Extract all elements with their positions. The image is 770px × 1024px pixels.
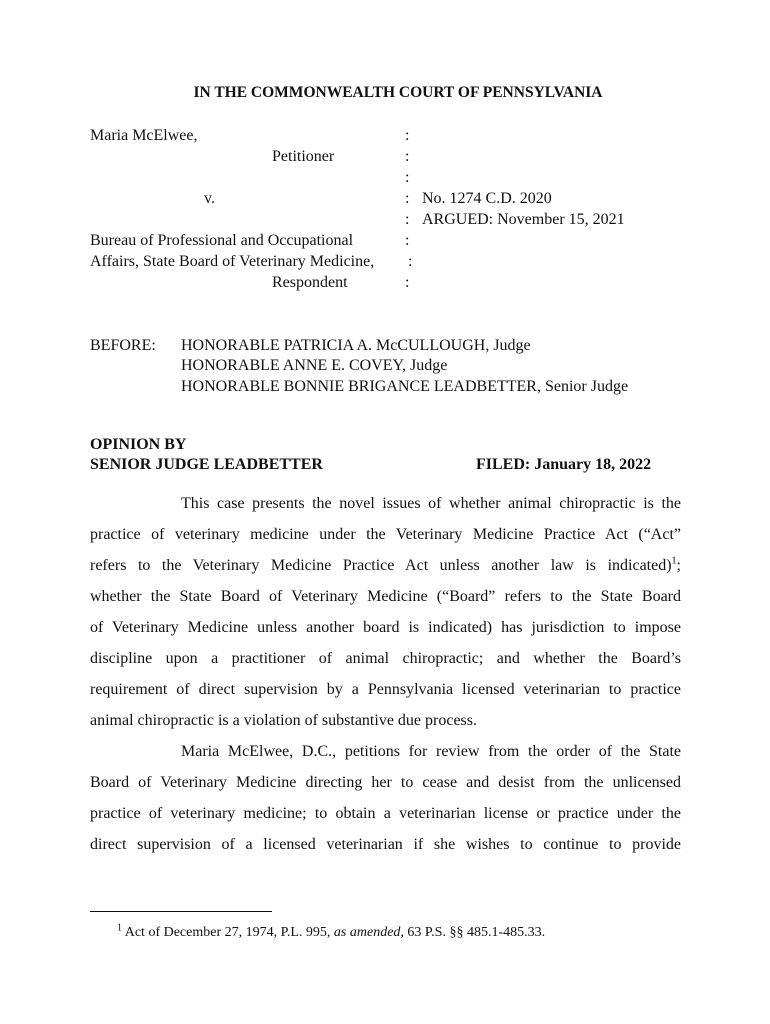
versus: v.	[204, 190, 215, 207]
opinion-label: OPINION BY	[90, 436, 187, 453]
opinion-author: SENIOR JUDGE LEADBETTER	[90, 456, 323, 473]
body-line-text: refers to the Veterinary Medicine Practice Act unless another law is indicated)	[90, 557, 672, 574]
petitioner-name: Maria McElwee,	[90, 127, 198, 144]
caption-colon: :	[405, 148, 410, 165]
body-line: practice of veterinary medicine; to obtain a veterinarian license or practice under the	[90, 805, 681, 822]
body-line: direct supervision of a licensed veterinarian if she wishes to continue to provide	[90, 836, 681, 853]
respondent-role: Respondent	[272, 274, 348, 291]
body-line: whether the State Board of Veterinary Medicine (“Board” refers to the State Board	[90, 588, 681, 605]
argued-date: ARGUED: November 15, 2021	[422, 211, 625, 228]
respondent-line-2: Affairs, State Board of Veterinary Medicine,	[90, 253, 375, 270]
caption-colon: :	[408, 253, 413, 270]
footnote-text: Act of December 27, 1974, P.L. 995,	[124, 925, 334, 940]
before-label: BEFORE:	[90, 337, 156, 354]
docket-number: No. 1274 C.D. 2020	[422, 190, 552, 207]
filed-date: FILED: January 18, 2022	[476, 456, 652, 473]
respondent-line-1: Bureau of Professional and Occupational	[90, 232, 354, 249]
footnote-text-end: , 63 P.S. §§ 485.1-485.33.	[400, 925, 546, 940]
footnote-reference[interactable]: 1	[671, 555, 677, 567]
body-line: discipline upon a practitioner of animal chiropractic; and whether the Board’s	[90, 650, 681, 667]
body-line: of Veterinary Medicine unless another board is indicated) has jurisdiction to impose	[90, 619, 681, 636]
body-line-punct: ;	[676, 557, 681, 574]
caption-colon: :	[405, 127, 410, 144]
court-heading: IN THE COMMONWEALTH COURT OF PENNSYLVANIA	[193, 84, 603, 101]
caption-colon: :	[405, 169, 410, 186]
body-line: animal chiropractic is a violation of substantive due process.	[90, 712, 477, 729]
caption-colon: :	[405, 190, 410, 207]
body-line: practice of veterinary medicine under the Veterinary Medicine Practice Act (“Act”	[90, 526, 681, 543]
body-line: This case presents the novel issues of whether animal chiropractic is the	[181, 495, 681, 512]
footnote-number: 1	[117, 922, 122, 934]
body-line: requirement of direct supervision by a Pennsylvania licensed veterinarian to practice	[90, 681, 681, 698]
judge-line: HONORABLE BONNIE BRIGANCE LEADBETTER, Senior Judge	[181, 378, 629, 395]
petitioner-role: Petitioner	[272, 148, 335, 165]
caption-colon: :	[405, 274, 410, 291]
body-line: Board of Veterinary Medicine directing her to cease and desist from the unlicensed	[90, 774, 681, 791]
caption-colon: :	[405, 232, 410, 249]
judge-line: HONORABLE ANNE E. COVEY, Judge	[181, 357, 448, 374]
caption-colon: :	[405, 211, 410, 228]
body-line: Maria McElwee, D.C., petitions for review from the order of the State	[181, 743, 681, 760]
footnote-italic: as amended	[333, 925, 401, 940]
body-line	[90, 550, 681, 581]
footnote	[117, 922, 546, 941]
judge-line: HONORABLE PATRICIA A. McCULLOUGH, Judge	[181, 337, 531, 354]
footnote-divider	[90, 911, 272, 912]
